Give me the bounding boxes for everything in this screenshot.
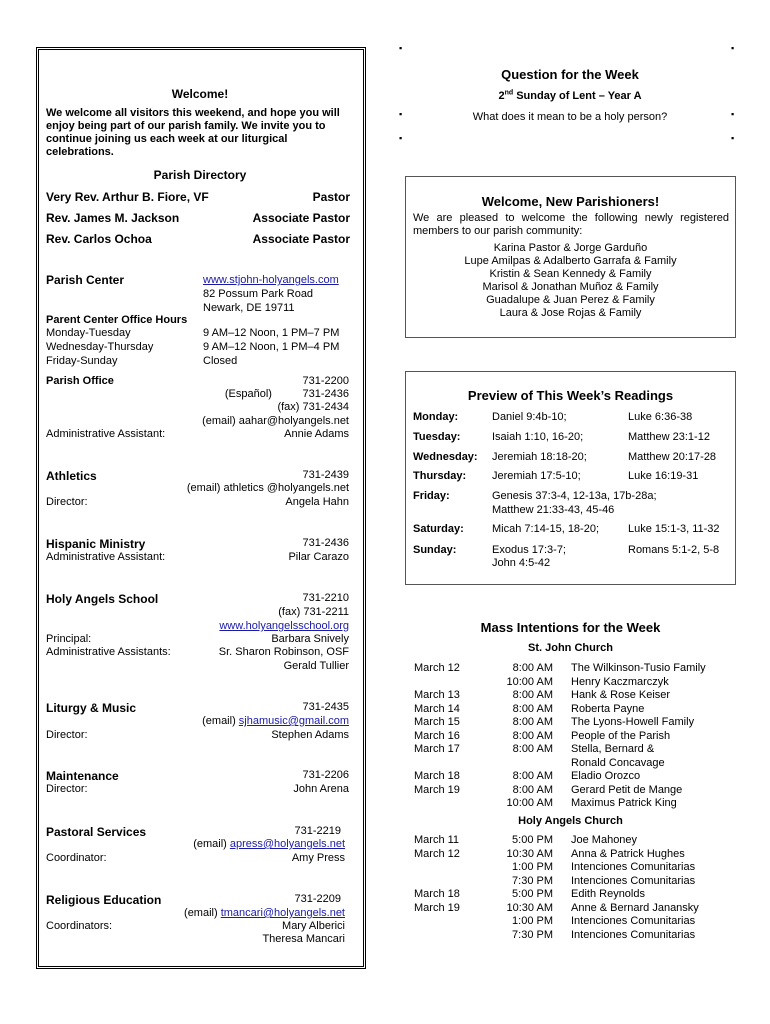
mass-intention: The Wilkinson-Tusio Family xyxy=(571,662,706,674)
staff-label: Director: xyxy=(46,729,88,741)
mass-intention: Intenciones Comunitarias xyxy=(571,915,696,927)
clergy-role: Pastor xyxy=(312,190,350,204)
mass-intention: Eladio Orozco xyxy=(571,770,641,782)
mass-intention: Joe Mahoney xyxy=(571,834,638,846)
reading-day: Wednesday: xyxy=(413,451,478,463)
staff-name: Stephen Adams xyxy=(271,729,349,741)
welcome-title: Welcome! xyxy=(171,87,229,101)
hours-time: Closed xyxy=(203,355,238,367)
list-item: Marisol & Jonathan Muñoz & Family xyxy=(482,281,659,293)
table-row xyxy=(414,784,736,798)
question-title: Question for the Week xyxy=(501,67,639,82)
mass-intention: Edith Reynolds xyxy=(571,888,645,900)
school-website-link[interactable]: www.holyangelsschool.org xyxy=(219,620,349,632)
mass-intentions-title: Mass Intentions for the Week xyxy=(480,620,661,635)
school-fax: (fax) 731-2211 xyxy=(278,606,349,618)
mass-time: 1:00 PM xyxy=(512,861,553,873)
religious-ed-email-line: (email) tmancari@holyangels.net xyxy=(184,907,345,919)
mass-intention: Intenciones Comunitarias xyxy=(571,861,696,873)
mass-time: 5:00 PM xyxy=(512,834,553,846)
parish-office-email: (email) aahar@holyangels.net xyxy=(202,415,349,427)
mass-time: 8:00 AM xyxy=(512,716,553,728)
liturgy-phone: 731-2435 xyxy=(302,701,349,713)
hours-time: 9 AM–12 Noon, 1 PM–4 PM xyxy=(203,341,340,353)
religious-ed-phone: 731-2209 xyxy=(294,893,341,905)
directory-title: Parish Directory xyxy=(153,168,247,182)
athletics-heading: Athletics xyxy=(46,469,97,483)
mass-time: 1:00 PM xyxy=(512,915,553,927)
list-item: Guadalupe & Juan Perez & Family xyxy=(486,294,655,306)
mass-intention: Roberta Payne xyxy=(571,702,645,715)
question-subtitle: 2nd Sunday of Lent – Year A xyxy=(498,89,642,102)
hours-days: Friday-Sunday xyxy=(46,355,118,367)
mass-time: 10:30 AM xyxy=(506,847,553,860)
table-row xyxy=(414,797,736,811)
mass-time: 8:00 AM xyxy=(512,770,553,782)
mass-date: March 13 xyxy=(414,689,460,701)
reading-day: Saturday: xyxy=(413,523,464,535)
mass-list-st-john xyxy=(414,662,736,811)
list-item: Laura & Jose Rojas & Family xyxy=(499,307,642,319)
athletics-email: (email) athletics @holyangels.net xyxy=(186,482,349,494)
new-parishioners-intro-line1: We are pleased to welcome the following newly registered xyxy=(413,212,729,224)
liturgy-email-link[interactable]: sjhamusic@gmail.com xyxy=(238,715,349,727)
staff-label: Coordinator: xyxy=(46,852,107,864)
mass-date: March 16 xyxy=(414,729,460,742)
reading-second: Luke 15:1-3, 11-32 xyxy=(628,523,720,535)
table-row xyxy=(414,676,736,690)
table-row xyxy=(414,716,736,730)
table-row xyxy=(414,730,736,744)
crop-mark-icon: ▪ xyxy=(731,133,735,143)
mass-date: March 18 xyxy=(414,888,460,900)
staff-name: Angela Hahn xyxy=(285,496,349,508)
mass-date: March 19 xyxy=(414,783,460,796)
reading-day: Friday: xyxy=(413,490,450,502)
staff-label: Director: xyxy=(46,783,88,795)
mass-date: March 12 xyxy=(414,662,460,674)
church-heading: Holy Angels Church xyxy=(518,815,623,827)
assistant-name: Sr. Sharon Robinson, OSF xyxy=(218,646,349,658)
mass-date: March 18 xyxy=(414,770,460,782)
clergy-row xyxy=(46,190,350,204)
table-row xyxy=(414,915,736,929)
staff-name: Annie Adams xyxy=(284,428,349,440)
parish-address-line2: Newark, DE 19711 xyxy=(203,302,295,314)
pastoral-heading: Pastoral Services xyxy=(46,825,147,839)
parishioner-names xyxy=(405,242,736,320)
mass-list-holy-angels xyxy=(414,834,736,942)
mass-intention: Maximus Patrick King xyxy=(571,797,677,809)
list-item: Kristin & Sean Kennedy & Family xyxy=(489,268,652,280)
table-row xyxy=(414,888,736,902)
clergy-row xyxy=(46,232,350,246)
mass-intention: Stella, Bernard & xyxy=(571,743,655,755)
parish-office-fax: (fax) 731-2434 xyxy=(277,401,349,413)
mass-time: 8:00 AM xyxy=(512,702,553,715)
table-row xyxy=(414,848,736,862)
hispanic-ministry-phone: 731-2436 xyxy=(302,537,349,549)
mass-date: March 19 xyxy=(414,901,460,914)
clergy-role: Associate Pastor xyxy=(252,232,350,246)
liturgy-email-line: (email) sjhamusic@gmail.com xyxy=(202,715,349,727)
school-phone: 731-2210 xyxy=(302,592,349,604)
parish-address-line1: 82 Possum Park Road xyxy=(203,288,314,300)
table-row xyxy=(414,743,736,757)
reading-first: Jeremiah 18:18-20; xyxy=(492,451,587,463)
school-heading: Holy Angels School xyxy=(46,592,159,606)
mass-date: March 17 xyxy=(414,743,460,755)
mass-intention: The Lyons-Howell Family xyxy=(571,716,695,728)
mass-time: 8:00 AM xyxy=(512,662,553,674)
reading-second: Matthew 20:17-28 xyxy=(628,451,717,463)
new-parishioners-title: Welcome, New Parishioners! xyxy=(481,194,660,209)
reading-second: Luke 6:36-38 xyxy=(628,411,693,423)
reading-first: Isaiah 1:10, 16-20; xyxy=(492,431,584,443)
parish-center-heading: Parish Center xyxy=(46,273,125,287)
reading-first: Micah 7:14-15, 18-20; xyxy=(492,523,600,535)
table-row xyxy=(414,662,736,676)
parish-office-heading: Parish Office xyxy=(46,375,114,387)
reading-first-cont: Matthew 21:33-43, 45-46 xyxy=(492,504,615,516)
mass-time: 10:00 AM xyxy=(506,797,553,809)
staff-label: Coordinators: xyxy=(46,920,113,932)
hours-days: Monday-Tuesday xyxy=(46,327,131,339)
mass-intention: Intenciones Comunitarias xyxy=(571,874,696,887)
clergy-name: Rev. Carlos Ochoa xyxy=(46,232,152,246)
principal-label: Principal: xyxy=(46,633,92,645)
mass-time: 10:30 AM xyxy=(506,901,553,914)
crop-mark-icon: ▪ xyxy=(399,133,403,143)
mass-intention: Gerard Petit de Mange xyxy=(571,783,683,796)
clergy-name: Rev. James M. Jackson xyxy=(46,211,180,225)
reading-second: Matthew 23:1-12 xyxy=(628,431,710,443)
hours-days: Wednesday-Thursday xyxy=(46,341,154,353)
athletics-phone: 731-2439 xyxy=(302,469,349,481)
mass-date: March 14 xyxy=(414,702,460,715)
table-row xyxy=(414,757,736,771)
staff-label: Administrative Assistant: xyxy=(46,428,166,440)
mass-time: 10:00 AM xyxy=(506,675,553,688)
staff-name: Mary Alberici xyxy=(282,920,345,932)
mass-date: March 11 xyxy=(414,834,460,846)
mass-intention: Ronald Concavage xyxy=(571,756,665,769)
mass-time: 8:00 AM xyxy=(512,729,553,742)
crop-mark-icon: ▪ xyxy=(731,109,735,119)
mass-time: 8:00 AM xyxy=(512,743,553,755)
principal-name: Barbara Snively xyxy=(271,633,349,645)
staff-name: Theresa Mancari xyxy=(262,933,345,945)
liturgy-heading: Liturgy & Music xyxy=(46,701,137,715)
staff-name: Amy Press xyxy=(291,852,345,864)
religious-ed-email-link[interactable]: tmancari@holyangels.net xyxy=(220,907,345,919)
list-item: Lupe Amilpas & Adalberto Garrafa & Family xyxy=(464,255,677,267)
crop-mark-icon: ▪ xyxy=(399,43,403,53)
mass-date: March 15 xyxy=(414,716,460,728)
clergy-role: Associate Pastor xyxy=(252,211,350,225)
mass-date: March 12 xyxy=(414,847,460,860)
mass-time: 5:00 PM xyxy=(512,888,553,900)
mass-intention: Anna & Patrick Hughes xyxy=(571,847,685,860)
staff-name: John Arena xyxy=(293,783,349,795)
reading-day: Tuesday: xyxy=(413,431,461,443)
pastoral-email-link[interactable]: apress@holyangels.net xyxy=(229,838,345,850)
reading-day: Monday: xyxy=(413,411,459,423)
pastoral-phone: 731-2219 xyxy=(294,825,341,837)
reading-second: Romans 5:1-2, 5-8 xyxy=(628,544,720,556)
pastoral-email-line: (email) apress@holyangels.net xyxy=(193,838,345,850)
table-row xyxy=(414,875,736,889)
mass-intention: Intenciones Comunitarias xyxy=(571,928,696,941)
parish-office-phone: 731-2200 xyxy=(302,375,349,387)
question-text: What does it mean to be a holy person? xyxy=(472,111,668,123)
reading-first: Genesis 37:3-4, 12-13a, 17b-28a; xyxy=(492,490,657,502)
staff-label: Administrative Assistant: xyxy=(46,551,166,563)
assistants-label: Administrative Assistants: xyxy=(46,646,171,658)
reading-first-cont: John 4:5-42 xyxy=(492,557,551,569)
mass-time: 7:30 PM xyxy=(512,928,553,941)
mass-time: 8:00 AM xyxy=(512,689,553,701)
mass-time: 8:00 AM xyxy=(512,783,553,796)
readings-title: Preview of This Week’s Readings xyxy=(467,388,674,403)
welcome-text: We welcome all visitors this weekend, and hope you will enjoy being part of our parish family. We invite you to continue joining us each week at our liturgical celebrations. xyxy=(46,107,340,158)
hours-time: 9 AM–12 Noon, 1 PM–7 PM xyxy=(203,327,340,339)
crop-mark-icon: ▪ xyxy=(399,109,403,119)
maintenance-phone: 731-2206 xyxy=(302,769,349,781)
maintenance-heading: Maintenance xyxy=(46,769,119,783)
parish-website-link[interactable]: www.stjohn-holyangels.com xyxy=(203,274,339,286)
assistant-name: Gerald Tullier xyxy=(283,660,349,672)
staff-label: Director: xyxy=(46,496,88,508)
clergy-row xyxy=(46,211,350,225)
table-row xyxy=(414,902,736,916)
office-hours-heading: Parent Center Office Hours xyxy=(46,314,188,326)
mass-intention: Henry Kaczmarczyk xyxy=(571,675,669,688)
church-heading: St. John Church xyxy=(528,642,613,654)
reading-day: Thursday: xyxy=(413,470,467,482)
table-row xyxy=(414,929,736,943)
table-row xyxy=(414,689,736,703)
reading-first: Exodus 17:3-7; xyxy=(492,544,566,556)
new-parishioners-intro-line2: members to our parish community: xyxy=(413,225,583,237)
table-row xyxy=(414,703,736,717)
crop-mark-icon: ▪ xyxy=(731,43,735,53)
reading-first: Jeremiah 17:5-10; xyxy=(492,470,581,482)
clergy-name: Very Rev. Arthur B. Fiore, VF xyxy=(46,190,209,204)
reading-first: Daniel 9:4b-10; xyxy=(492,411,567,423)
mass-time: 7:30 PM xyxy=(512,874,553,887)
religious-ed-heading: Religious Education xyxy=(46,893,162,907)
parish-office-espanol: (Español) 731-2436 xyxy=(224,388,349,400)
mass-intention: Hank & Rose Keiser xyxy=(571,689,671,701)
hispanic-ministry-heading: Hispanic Ministry xyxy=(46,537,146,551)
list-item: Karina Pastor & Jorge Garduño xyxy=(493,242,648,254)
staff-name: Pilar Carazo xyxy=(288,551,349,563)
mass-intention: Anne & Bernard Janansky xyxy=(571,901,699,914)
table-row xyxy=(414,770,736,784)
table-row xyxy=(414,834,736,848)
reading-day: Sunday: xyxy=(413,544,457,556)
school-website-wrap xyxy=(150,620,349,633)
mass-intention: People of the Parish xyxy=(571,729,671,742)
table-row xyxy=(414,861,736,875)
reading-second: Luke 16:19-31 xyxy=(628,470,699,482)
